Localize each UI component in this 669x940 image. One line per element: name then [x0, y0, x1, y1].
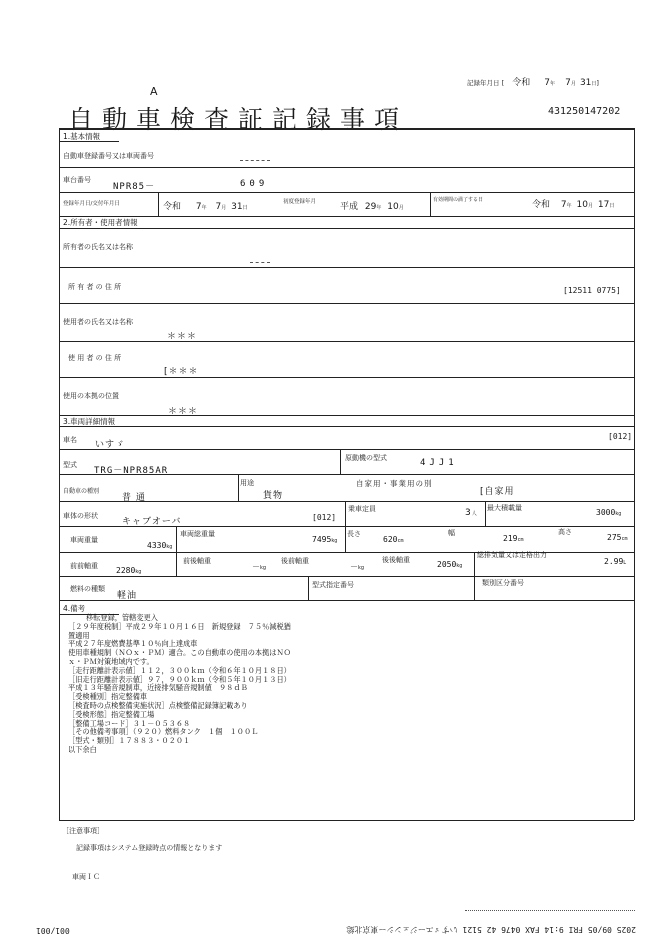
displacement-label: 総排気量又は定格出力: [477, 551, 547, 559]
remark-line: ｘ・ＰＭ対策地域内です。: [68, 656, 154, 666]
vehicle-ic-label: 車両ＩＣ: [72, 873, 100, 881]
user-name-label: 使用者の氏名又は名称: [63, 318, 133, 326]
record-date-year: 7: [544, 78, 551, 88]
usage-value: 貨物: [263, 491, 284, 501]
width: 219cm: [503, 534, 524, 543]
body-value: キャブオーバ: [122, 517, 182, 527]
first-reg-label: 初度登録年月: [283, 199, 317, 205]
rear-front: －kg: [350, 562, 365, 571]
fax-footer-page: 001/001: [36, 926, 70, 935]
length: 620cm: [383, 535, 404, 544]
remark-line: ［その他備考事項］（９２０）燃料タンク １個 １００Ｌ: [68, 727, 259, 737]
fuel-value: 軽油: [117, 591, 138, 601]
kind-label: 自動車の種別: [63, 488, 100, 495]
model-value: TRG－NPR85AR: [94, 466, 169, 476]
displacement: 2.99L: [604, 557, 627, 566]
usage-label: 用途: [240, 479, 254, 487]
height: 275cm: [607, 533, 628, 542]
front-rear-label: 前後軸重: [183, 557, 211, 565]
remark-line: 平成１３年騒音規制車，近接排気騒音規制値 ９８ｄＢ: [68, 683, 248, 693]
remark-line: ［整備工場コード］３１－０５３６８: [68, 718, 191, 728]
gross-label: 車両総重量: [180, 530, 215, 538]
private-value: [自家用: [480, 487, 515, 497]
front-axle: 2280kg: [116, 566, 142, 575]
issue-date-label: 登録年月日/交付年月日: [63, 201, 120, 207]
remark-line: ［走行距離計表示値］１１２，３００ｋｍ（令和６年１０月１８日）: [68, 665, 291, 675]
gross: 7495kg: [312, 535, 338, 544]
fax-footer-text: 2025 09/05 FRI 9:14 FAX 0476 42 5121 いすゞエージェンシー東京北総: [346, 925, 636, 934]
height-label: 高さ: [558, 528, 572, 536]
remark-line: ［受検種別］指定整備車: [68, 692, 148, 702]
max-load: 3000kg: [596, 508, 622, 517]
header-mark: A: [150, 85, 158, 98]
maker-value: いすゞ: [95, 440, 126, 450]
owner-address-code: [12511 0775]: [563, 286, 621, 295]
type-approval-label: 型式指定番号: [312, 581, 354, 589]
engine-value: 4JJ1: [420, 458, 458, 468]
fax-footer: [36, 924, 636, 935]
remark-line: ［旧走行距離計表示値］９７，９００ｋｍ（令和５年１０月１３日）: [68, 674, 291, 684]
chassis-label: 車台番号: [63, 176, 91, 184]
document-title: 自動車検査証記録事項: [68, 105, 409, 134]
expiry-label: 有効期間の満了する日: [433, 197, 484, 203]
section3-title: 3.車両詳細情報: [63, 417, 116, 426]
chassis-number: 609: [240, 179, 269, 189]
section1-title: 1.基本情報: [63, 132, 101, 141]
weight-label: 車両重量: [70, 536, 98, 544]
frame-bottom: [59, 820, 634, 821]
front-rear: －kg: [252, 562, 267, 571]
expiry-date: 令和 7年 10月 17日: [532, 200, 615, 210]
owner-address-label: 所 有 者 の 住 所: [68, 283, 122, 291]
owner-name-label: 所有者の氏名又は名称: [63, 243, 133, 251]
maker-label: 車名: [63, 436, 77, 444]
category-label: 類別区分番号: [482, 579, 524, 587]
frame-top: [59, 128, 634, 130]
frame-right: [634, 128, 635, 820]
user-address-value: [＊＊＊: [164, 367, 199, 377]
remark-line: ［受検形態］指定整備工場: [68, 709, 155, 719]
notes-line: 記録事項はシステム登録時点の情報となります: [76, 844, 223, 852]
fuel-label: 燃料の種類: [70, 585, 105, 593]
rear-rear: 2050kg: [437, 560, 463, 569]
reg-number-label: 自動車登録番号又は車両番号: [63, 152, 154, 160]
body-label: 車体の形状: [63, 512, 98, 520]
front-axle-label: 前前軸重: [70, 562, 98, 570]
width-label: 幅: [448, 529, 455, 537]
maker-code: [012]: [608, 432, 633, 441]
capacity: 3人: [465, 508, 478, 518]
user-address-label: 使 用 者 の 住 所: [68, 354, 122, 362]
remark-line: 以下余白: [68, 744, 97, 754]
record-date-era: 令和: [512, 78, 531, 88]
max-load-label: 最大積載量: [487, 504, 522, 512]
body-code: [012]: [312, 513, 337, 522]
record-date-day: 31: [579, 78, 592, 88]
remark-line: ［検査時の点検整備実施状況］点検整備記録簿記載あり: [68, 700, 248, 710]
capacity-label: 乗車定員: [348, 505, 376, 513]
section4-title: 4.備考: [63, 604, 86, 613]
record-date: 記録年月日 [ 令和 7年 7月 31日]: [467, 78, 599, 88]
first-reg-date: 平成 29年 10月: [340, 202, 404, 212]
base-value: ＊＊＊: [168, 407, 199, 417]
issue-date: 令和 7年 7月 31日: [163, 202, 248, 212]
kind-value: 普 通: [122, 493, 146, 503]
user-name-value: ＊＊＊: [167, 332, 198, 342]
remark-line: 平成２７年度燃費基準１０％向上達成車: [68, 639, 198, 649]
model-label: 型式: [63, 461, 77, 469]
section2-title: 2.所有者・使用者情報: [63, 218, 138, 227]
rear-rear-label: 後後軸重: [382, 556, 410, 564]
remark-line: 置適用: [68, 630, 90, 640]
remarks-block: [68, 614, 291, 755]
remark-line: 移転登録，管轄変更入: [86, 613, 158, 622]
remark-line: ［型式・類別］１７８８３・０２０１: [68, 736, 191, 746]
record-date-month: 7: [565, 78, 571, 88]
base-label: 使用の本拠の位置: [63, 392, 119, 400]
engine-label: 原動機の型式: [345, 454, 387, 462]
chassis-prefix: NPR85－: [113, 182, 156, 192]
remark-line: 使用車種規制（ＮＯｘ・ＰＭ）適合。この自動車の使用の本拠はＮＯ: [68, 648, 291, 658]
record-date-label: 記録年月日: [467, 79, 500, 87]
rear-front-label: 後前軸重: [281, 557, 309, 565]
doc-number: 431250147202: [548, 106, 621, 117]
private-label: 自家用・事業用の別: [356, 479, 433, 488]
length-label: 長さ: [347, 530, 361, 538]
weight: 4330kg: [147, 541, 173, 550]
remark-line: ［２９年度税制］平成２９年１０月１６日 新規登録 ７５％減税猶: [68, 621, 291, 631]
notes-title: ［注意事項］: [62, 827, 104, 835]
